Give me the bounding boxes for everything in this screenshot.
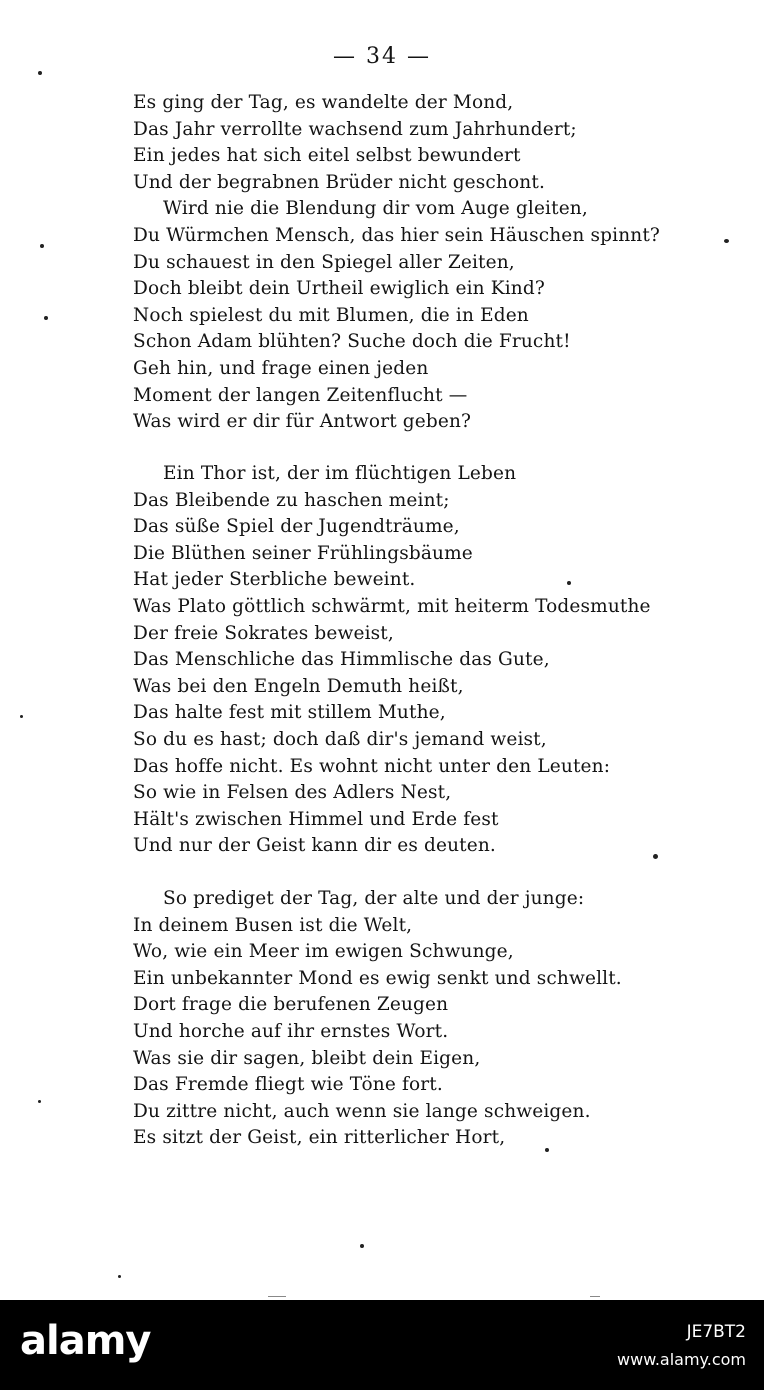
scan-speck [545,1148,549,1152]
stanza-1 [133,90,660,436]
poem-line: Was bei den Engeln Demuth heißt, [133,675,464,697]
scan-line-mark [590,1296,600,1297]
poem-line: Was Plato göttlich schwärmt, mit heiterm Todesmuthe [133,595,651,617]
poem-line: In deinem Busen ist die Welt, [133,914,413,936]
poem-line: Das halte fest mit stillem Muthe, [133,702,446,724]
poem-line: Das Menschliche das Himmlische das Gute, [133,649,550,671]
brand-logo: alamy [20,1318,151,1364]
poem-line: Geh hin, und frage einen jeden [133,357,429,379]
poem-line: Das Fremde fliegt wie Töne fort. [133,1074,443,1096]
poem-line: Es sitzt der Geist, ein ritterlicher Hort, [133,1127,506,1149]
poem-line: Und der begrabnen Brüder nicht geschont. [133,171,545,193]
scan-speck [44,316,48,320]
poem-line: Ein jedes hat sich eitel selbst bewundert [133,145,521,167]
scan-speck [653,854,658,859]
poem-line: Und horche auf ihr ernstes Wort. [133,1020,449,1042]
poem-line: Das hoffe nicht. Es wohnt nicht unter den Leuten: [133,755,611,777]
poem-line: Wird nie die Blendung dir vom Auge gleiten, [163,198,588,220]
poem-line: Moment der langen Zeitenflucht — [133,384,468,406]
poem-line: Dort frage die berufenen Zeugen [133,994,449,1016]
scan-speck [567,581,571,585]
scan-speck [38,71,42,75]
poem-line: So prediget der Tag, der alte und der junge: [163,888,585,909]
poem-line: Du Würmchen Mensch, das hier sein Häuschen spinnt? [133,224,660,246]
poem-line: Das Jahr verrollte wachsend zum Jahrhundert; [133,118,577,140]
poem-line: Noch spielest du mit Blumen, die in Eden [133,304,529,326]
page-number: — 34 — [333,44,431,69]
poem-line: Hat jeder Sterbliche beweint. [133,569,416,591]
poem-line: Was wird er dir für Antwort geben? [133,411,472,433]
scan-line-mark [268,1296,286,1297]
site-url: www.alamy.com [617,1350,746,1369]
poem-line: Die Blüthen seiner Frühlingsbäume [133,542,473,564]
scan-speck [38,1100,41,1103]
poem-line: Schon Adam blühten? Suche doch die Frucht! [133,331,571,353]
poem-line: Was sie dir sagen, bleibt dein Eigen, [133,1047,481,1069]
poem-line: Wo, wie ein Meer im ewigen Schwunge, [133,941,514,963]
poem-line: Hält's zwischen Himmel und Erde fest [133,808,499,830]
scan-speck [40,244,44,248]
poem-line: Du zittre nicht, auch wenn sie lange schweigen. [133,1100,591,1122]
scan-speck [118,1275,121,1278]
poem-line: Und nur der Geist kann dir es deuten. [133,835,496,857]
scan-speck [724,239,729,243]
poem-line: Das Bleibende zu haschen meint; [133,489,450,511]
poem-line: So du es hast; doch daß dir's jemand weist, [133,728,547,750]
poem-line: Ein Thor ist, der im flüchtigen Leben [163,463,517,484]
scan-speck [360,1244,364,1248]
poem-line: Ein unbekannter Mond es ewig senkt und schwellt. [133,967,622,989]
poem-line: So wie in Felsen des Adlers Nest, [133,782,452,804]
image-id: JE7BT2 [686,1322,746,1342]
poem-line: Du schauest in den Spiegel aller Zeiten, [133,251,515,273]
poem-line: Das süße Spiel der Jugendträume, [133,516,460,538]
poem-line: Der freie Sokrates beweist, [133,622,394,644]
scan-speck [20,715,23,718]
stanza-2 [133,461,653,860]
stanza-3 [133,886,653,1152]
poem-line: Es ging der Tag, es wandelte der Mond, [133,92,514,113]
poem-line: Doch bleibt dein Urtheil ewiglich ein Kind? [133,278,545,300]
watermark-footer [0,1300,764,1390]
